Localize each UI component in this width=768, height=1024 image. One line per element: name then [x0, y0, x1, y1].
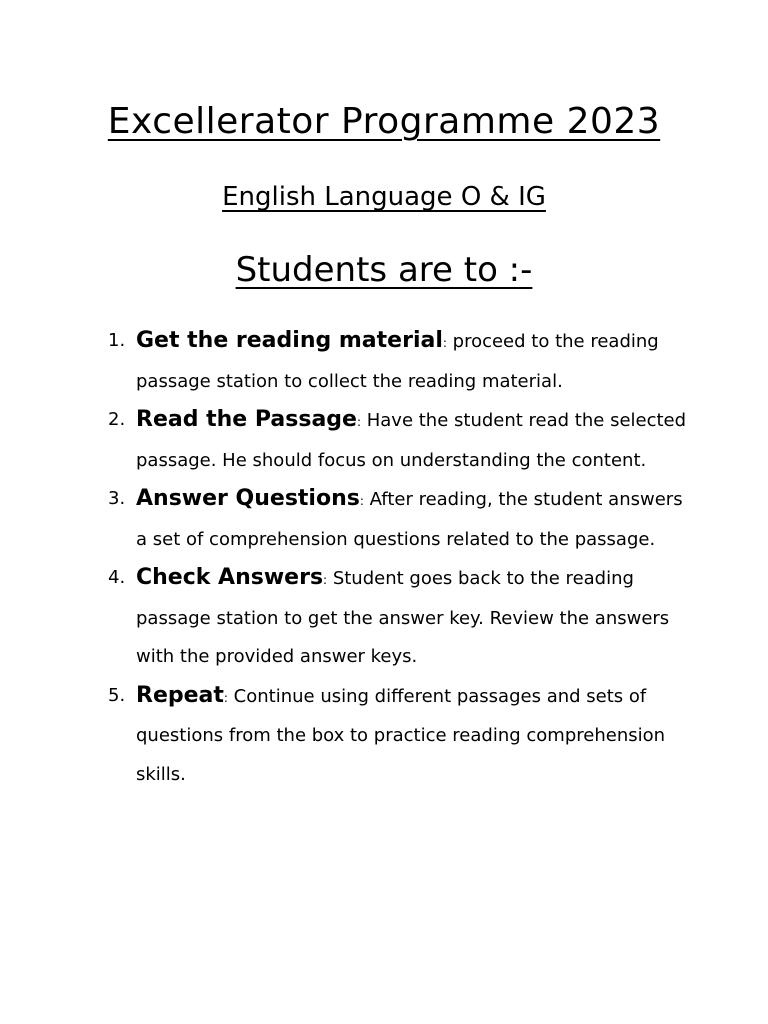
step-separator: : — [356, 415, 362, 429]
step-number: 1. — [108, 330, 126, 351]
instructions-heading: Students are to :- — [235, 250, 533, 290]
step-item — [108, 559, 688, 677]
step-number: 3. — [108, 488, 126, 509]
step-text: Student goes back to the reading passage station to get the answer key. Review the answers with the provided answer keys. — [136, 568, 670, 667]
step-item — [108, 401, 688, 480]
step-item — [108, 322, 688, 401]
step-label: Answer Questions — [136, 486, 360, 511]
step-text: proceed to the reading passage station to collect the reading material. — [136, 331, 659, 392]
step-number: 4. — [108, 567, 126, 588]
step-text: Continue using different passages and sets of questions from the box to practice reading comprehension skills. — [136, 685, 666, 785]
step-number: 5. — [108, 684, 126, 706]
step-separator: : — [223, 690, 228, 705]
step-text: After reading, the student answers a set of comprehension questions related to the passage. — [136, 489, 683, 550]
step-text: Have the student read the selected passage. He should focus on understanding the content. — [136, 410, 687, 471]
step-label: Check Answers — [136, 565, 324, 590]
step-number: 2. — [108, 409, 126, 430]
step-label: Read the Passage — [136, 407, 357, 432]
document-title: Excellerator Programme 2023 — [107, 101, 661, 142]
step-item — [108, 480, 688, 559]
step-label: Get the reading material — [136, 328, 443, 353]
step-separator: : — [359, 494, 364, 508]
step-separator: : — [323, 573, 328, 587]
step-item — [108, 677, 688, 795]
document-subtitle: English Language O & IG — [222, 182, 546, 212]
step-label: Repeat — [136, 682, 224, 708]
step-separator: : — [442, 336, 447, 350]
steps-list — [108, 322, 688, 794]
